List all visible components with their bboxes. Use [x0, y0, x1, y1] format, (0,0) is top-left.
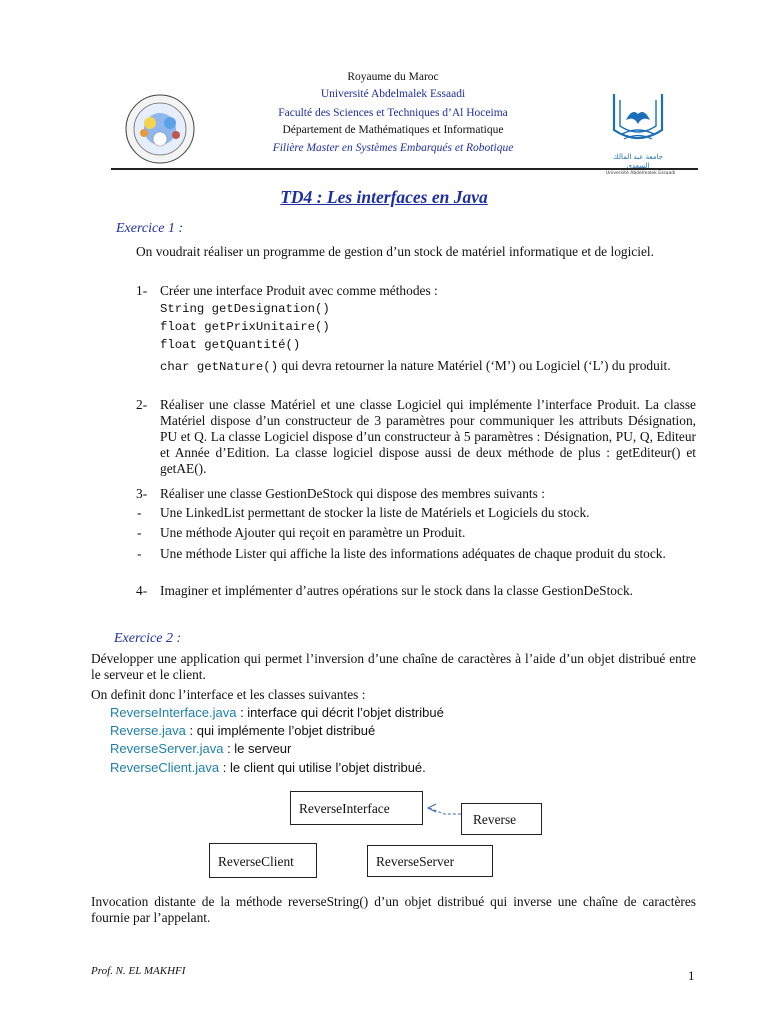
diagram-box-reverse: Reverse [461, 803, 542, 835]
diagram-box-reverseserver: ReverseServer [367, 845, 493, 877]
exercise-2-paragraph-3: Invocation distante de la méthode reverseString() d’un objet distribué qui inverse une chaîne de caractères fournie par l’appelant. [91, 894, 696, 925]
page-number: 1 [688, 968, 695, 983]
bullet-dash: - [137, 525, 142, 540]
file-reverseinterface [110, 705, 444, 720]
bullet-ajouter: Une méthode Ajouter qui reçoit en paramètre un Produit. [160, 525, 466, 540]
file-reverseclient-desc: : le client qui utilise l’objet distribué. [219, 760, 426, 775]
method-getprixunitaire: float getPrixUnitaire() [160, 320, 330, 334]
file-reverseinterface-desc: : interface qui décrit l’objet distribué [236, 705, 444, 720]
header-university: Université Abdelmalek Essaadi [320, 88, 466, 100]
exercise-1-intro-text: On voudrait réaliser un programme de gestion d’un stock de matériel informatique et de logiciel. [136, 244, 654, 259]
footer-author: Prof. N. EL MAKHFI [91, 965, 186, 977]
question-4-text: Imaginer et implémenter d’autres opérations sur le stock dans la classe GestionDeStock. [160, 583, 633, 598]
bullet-lister: Une méthode Lister qui affiche la liste des informations adéquates de chaque produit du stock. [160, 546, 666, 561]
file-reverseclient [110, 760, 426, 775]
implements-arrow [424, 798, 464, 824]
file-reverseinterface-name: ReverseInterface.java [110, 705, 237, 720]
exercise-2-paragraph-2: On definit donc l’interface et les classes suivantes : [91, 687, 366, 702]
exercise-1-intro [112, 244, 696, 260]
university-logo-french: Université Abdelmalek Essaadi [606, 171, 676, 176]
question-1-number: 1- [136, 283, 148, 298]
method-getnature-desc: qui devra retourner la nature Matériel (‘M’) ou Logiciel (‘L’) du produit. [278, 358, 671, 373]
page-title: TD4 : Les interfaces en Java [280, 187, 488, 207]
method-getnature [160, 358, 696, 375]
exercise-2-paragraph-1: Développer une application qui permet l’inversion d’une chaîne de caractères à l’aide d’un objet distribué entre le serveur et le client. [91, 651, 696, 682]
bullet-dash: - [137, 546, 142, 561]
file-reverse-desc: : qui implémente l’objet distribué [185, 723, 376, 738]
header-faculty: Faculté des Sciences et Techniques d’Al Hoceima [278, 107, 508, 119]
method-getdesignation: String getDesignation() [160, 302, 330, 316]
file-reverseserver [110, 741, 291, 756]
question-2-number: 2- [136, 397, 148, 412]
question-2-text: Réaliser une classe Matériel et une classe Logiciel qui implémente l’interface Produit. La classe Matériel dispose d’un constructeur de 3 paramètres pour communiquer les attributs Désignation, PU et Q. La classe Logiciel dispose d’un constructeur à 5 paramètres : Désignation, PU, Q, Editeur et Année d’Edition. La classe logiciel dispose aussi de deux méthode de plus : getEditeur() et getAE(). [160, 397, 696, 476]
bullet-linkedlist: Une LinkedList permettant de stocker la liste de Matériels et Logiciels du stock. [160, 505, 590, 520]
header-kingdom: Royaume du Maroc [347, 71, 439, 83]
university-logo-arabic: جامعة عبد المالك السعدي [612, 153, 664, 170]
header-program: Filière Master en Systèmes Embarqués et Robotique [272, 142, 514, 154]
question-3-number: 3- [136, 486, 148, 501]
faculty-logo [120, 93, 200, 165]
header-department: Département de Mathématiques et Informatique [282, 124, 504, 136]
university-logo [606, 90, 676, 176]
file-reverse-name: Reverse.java [110, 723, 186, 738]
question-1-text: Créer une interface Produit avec comme méthodes : [160, 283, 438, 298]
exercise-1-heading: Exercice 1 : [116, 221, 184, 236]
question-4-number: 4- [136, 583, 148, 598]
file-reverseserver-desc: : le serveur [223, 741, 292, 756]
bullet-dash: - [137, 505, 142, 520]
method-getquantite: float getQuantité() [160, 338, 301, 352]
question-3-text: Réaliser une classe GestionDeStock qui dispose des membres suivants : [160, 486, 545, 501]
method-getnature-code: char getNature() [160, 360, 279, 374]
diagram-box-reverseinterface: ReverseInterface [290, 791, 423, 825]
exercise-2-heading: Exercice 2 : [114, 631, 182, 646]
header-divider [111, 168, 698, 170]
file-reverseserver-name: ReverseServer.java [110, 741, 224, 756]
diagram-box-reverseclient: ReverseClient [209, 843, 317, 878]
file-reverse [110, 723, 375, 738]
file-reverseclient-name: ReverseClient.java [110, 760, 220, 775]
